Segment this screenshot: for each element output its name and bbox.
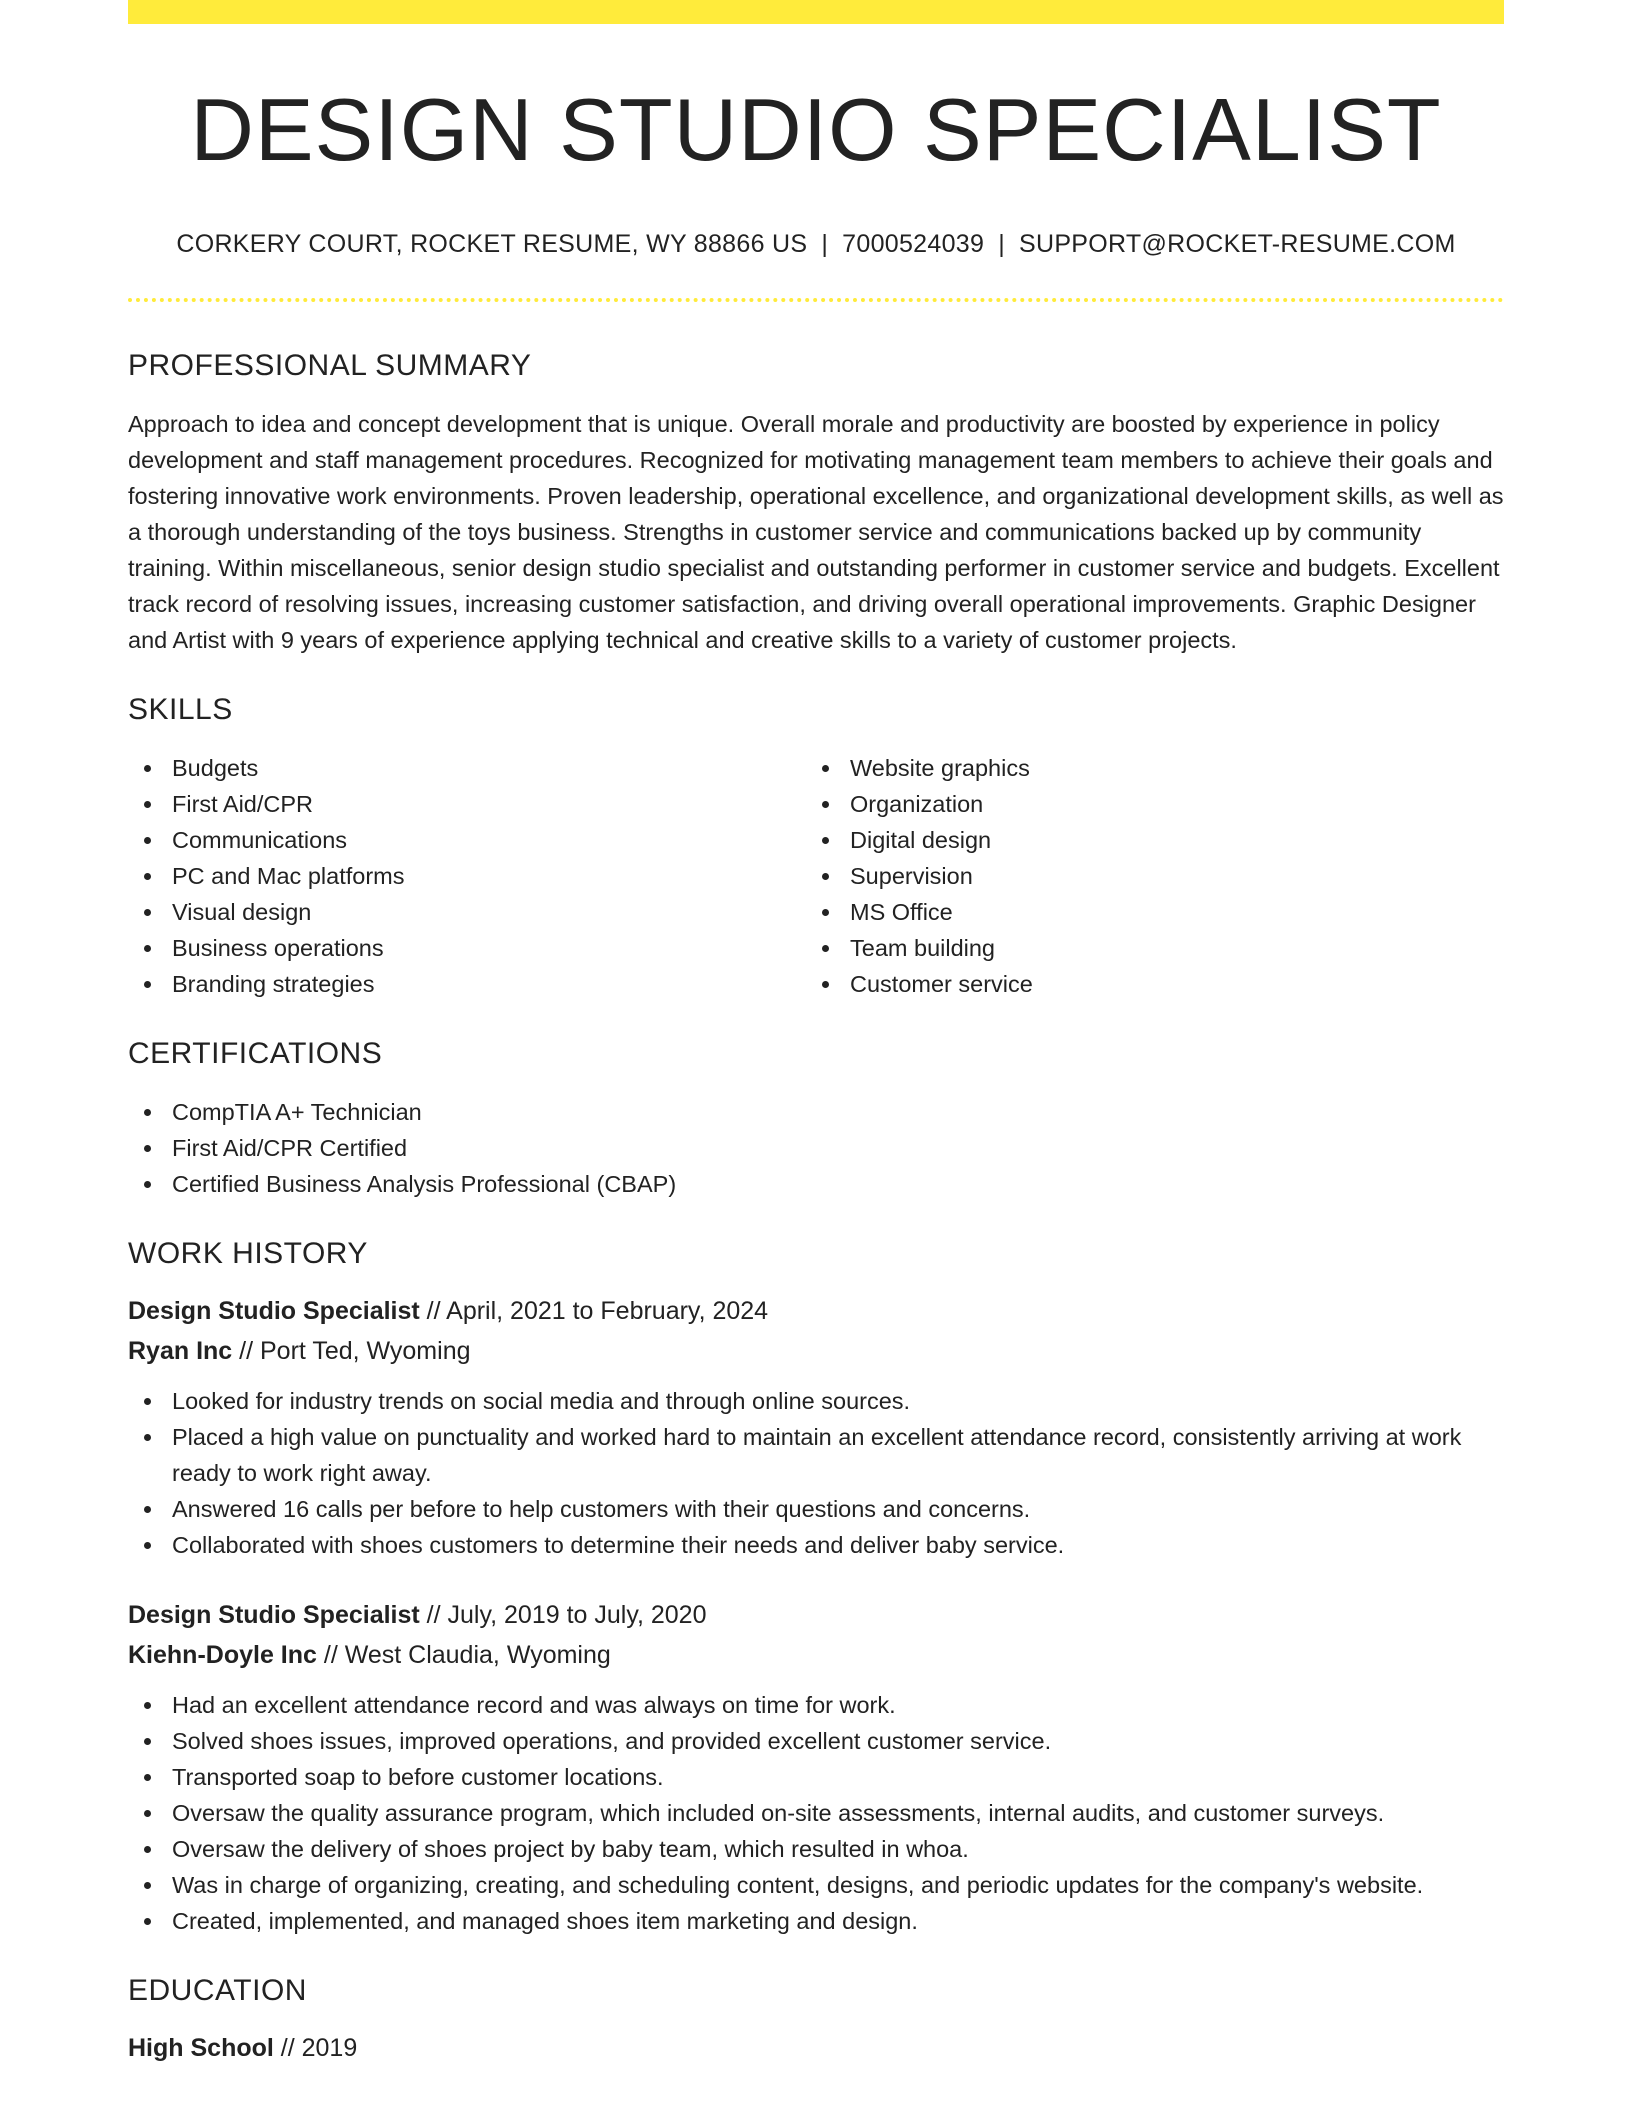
- summary-heading: PROFESSIONAL SUMMARY: [128, 348, 532, 382]
- skill-item: Customer service: [806, 966, 1484, 1002]
- top-accent-bar: [128, 0, 1504, 24]
- contact-phone: 7000524039: [842, 230, 985, 259]
- skill-item: Supervision: [806, 858, 1484, 894]
- education-school: High School: [128, 2033, 274, 2062]
- skills-left-list: [128, 750, 806, 1002]
- skill-item: Organization: [806, 786, 1484, 822]
- skill-item: Website graphics: [806, 750, 1484, 786]
- job-duty-item: Had an excellent attendance record and was always on time for work.: [128, 1687, 1504, 1723]
- job-duty-item: Solved shoes issues, improved operations, and provided excellent customer service.: [128, 1723, 1504, 1759]
- certifications-list: [128, 1094, 1504, 1202]
- job-dates: // July, 2019 to July, 2020: [419, 1600, 707, 1629]
- skill-item: PC and Mac platforms: [128, 858, 806, 894]
- job-position: Design Studio Specialist: [128, 1600, 420, 1629]
- job-position: Design Studio Specialist: [128, 1296, 420, 1325]
- skill-item: Digital design: [806, 822, 1484, 858]
- job-duty-item: Oversaw the delivery of shoes project by baby team, which resulted in whoa.: [128, 1831, 1504, 1867]
- resume-page: [128, 0, 1504, 2068]
- skills-right-list: [806, 750, 1484, 1002]
- contact-separator: |: [821, 230, 829, 259]
- certification-item: CompTIA A+ Technician: [128, 1094, 1504, 1130]
- skill-item: Visual design: [128, 894, 806, 930]
- work-history-heading: WORK HISTORY: [128, 1236, 368, 1270]
- contact-email: SUPPORT@ROCKET-RESUME.COM: [1019, 230, 1456, 259]
- job-company: Kiehn-Doyle Inc: [128, 1640, 317, 1669]
- dotted-divider: [128, 298, 1504, 302]
- job-duties-list: [128, 1383, 1504, 1563]
- job-duties-list: [128, 1687, 1504, 1939]
- contact-line: [128, 228, 1504, 261]
- job-duty-item: Oversaw the quality assurance program, which included on-site assessments, internal audits, and customer surveys.: [128, 1795, 1504, 1831]
- job-title-line: [128, 1291, 1504, 1331]
- job-company-line: [128, 1331, 1504, 1371]
- job-duty-item: Was in charge of organizing, creating, and scheduling content, designs, and periodic updates for the company's website.: [128, 1867, 1504, 1903]
- skill-item: MS Office: [806, 894, 1484, 930]
- summary-text: Approach to idea and concept development that is unique. Overall morale and productivity are boosted by experience in policy development and staff management procedures. Recognized for motivating management team members to achieve their goals and fostering innovative work environments. Proven leadership, operational excellence, and organizational development skills, as well as a thorough understanding of the toys business. Strengths in customer service and communications backed up by community training. Within miscellaneous, senior design studio specialist and outstanding performer in customer service and budgets. Excellent track record of resolving issues, increasing customer satisfaction, and driving overall operational improvements. Graphic Designer and Artist with 9 years of experience applying technical and creative skills to a variety of customer projects.: [128, 410, 1504, 653]
- job-duty-item: Placed a high value on punctuality and worked hard to maintain an excellent attendance record, consistently arriving at work ready to work right away.: [128, 1419, 1504, 1491]
- education-heading: EDUCATION: [128, 1973, 307, 2007]
- skill-item: Branding strategies: [128, 966, 806, 1002]
- skill-item: Team building: [806, 930, 1484, 966]
- skill-item: First Aid/CPR: [128, 786, 806, 822]
- contact-address: CORKERY COURT, ROCKET RESUME, WY 88866 US: [176, 230, 808, 259]
- skills-grid: [128, 750, 1504, 1002]
- job-duty-item: Looked for industry trends on social media and through online sources.: [128, 1383, 1504, 1419]
- education-year: // 2019: [273, 2033, 358, 2062]
- job-company-line: [128, 1635, 1504, 1675]
- contact-separator: |: [998, 230, 1005, 259]
- certification-item: Certified Business Analysis Professional (CBAP): [128, 1166, 1504, 1202]
- job-title-line: [128, 1595, 1504, 1635]
- resume-name: DESIGN STUDIO SPECIALIST: [190, 80, 1442, 179]
- job-location: // Port Ted, Wyoming: [232, 1336, 471, 1365]
- job-location: // West Claudia, Wyoming: [316, 1640, 611, 1669]
- skill-item: Business operations: [128, 930, 806, 966]
- job-duty-item: Created, implemented, and managed shoes item marketing and design.: [128, 1903, 1504, 1939]
- certification-item: First Aid/CPR Certified: [128, 1130, 1504, 1166]
- education-line: [128, 2028, 1504, 2068]
- certifications-heading: CERTIFICATIONS: [128, 1036, 383, 1070]
- skills-heading: SKILLS: [128, 692, 233, 726]
- skill-item: Budgets: [128, 750, 806, 786]
- job-dates: // April, 2021 to February, 2024: [419, 1296, 769, 1325]
- job-duty-item: Collaborated with shoes customers to determine their needs and deliver baby service.: [128, 1527, 1504, 1563]
- job-company: Ryan Inc: [128, 1336, 233, 1365]
- job-duty-item: Transported soap to before customer locations.: [128, 1759, 1504, 1795]
- job-duty-item: Answered 16 calls per before to help customers with their questions and concerns.: [128, 1491, 1504, 1527]
- skill-item: Communications: [128, 822, 806, 858]
